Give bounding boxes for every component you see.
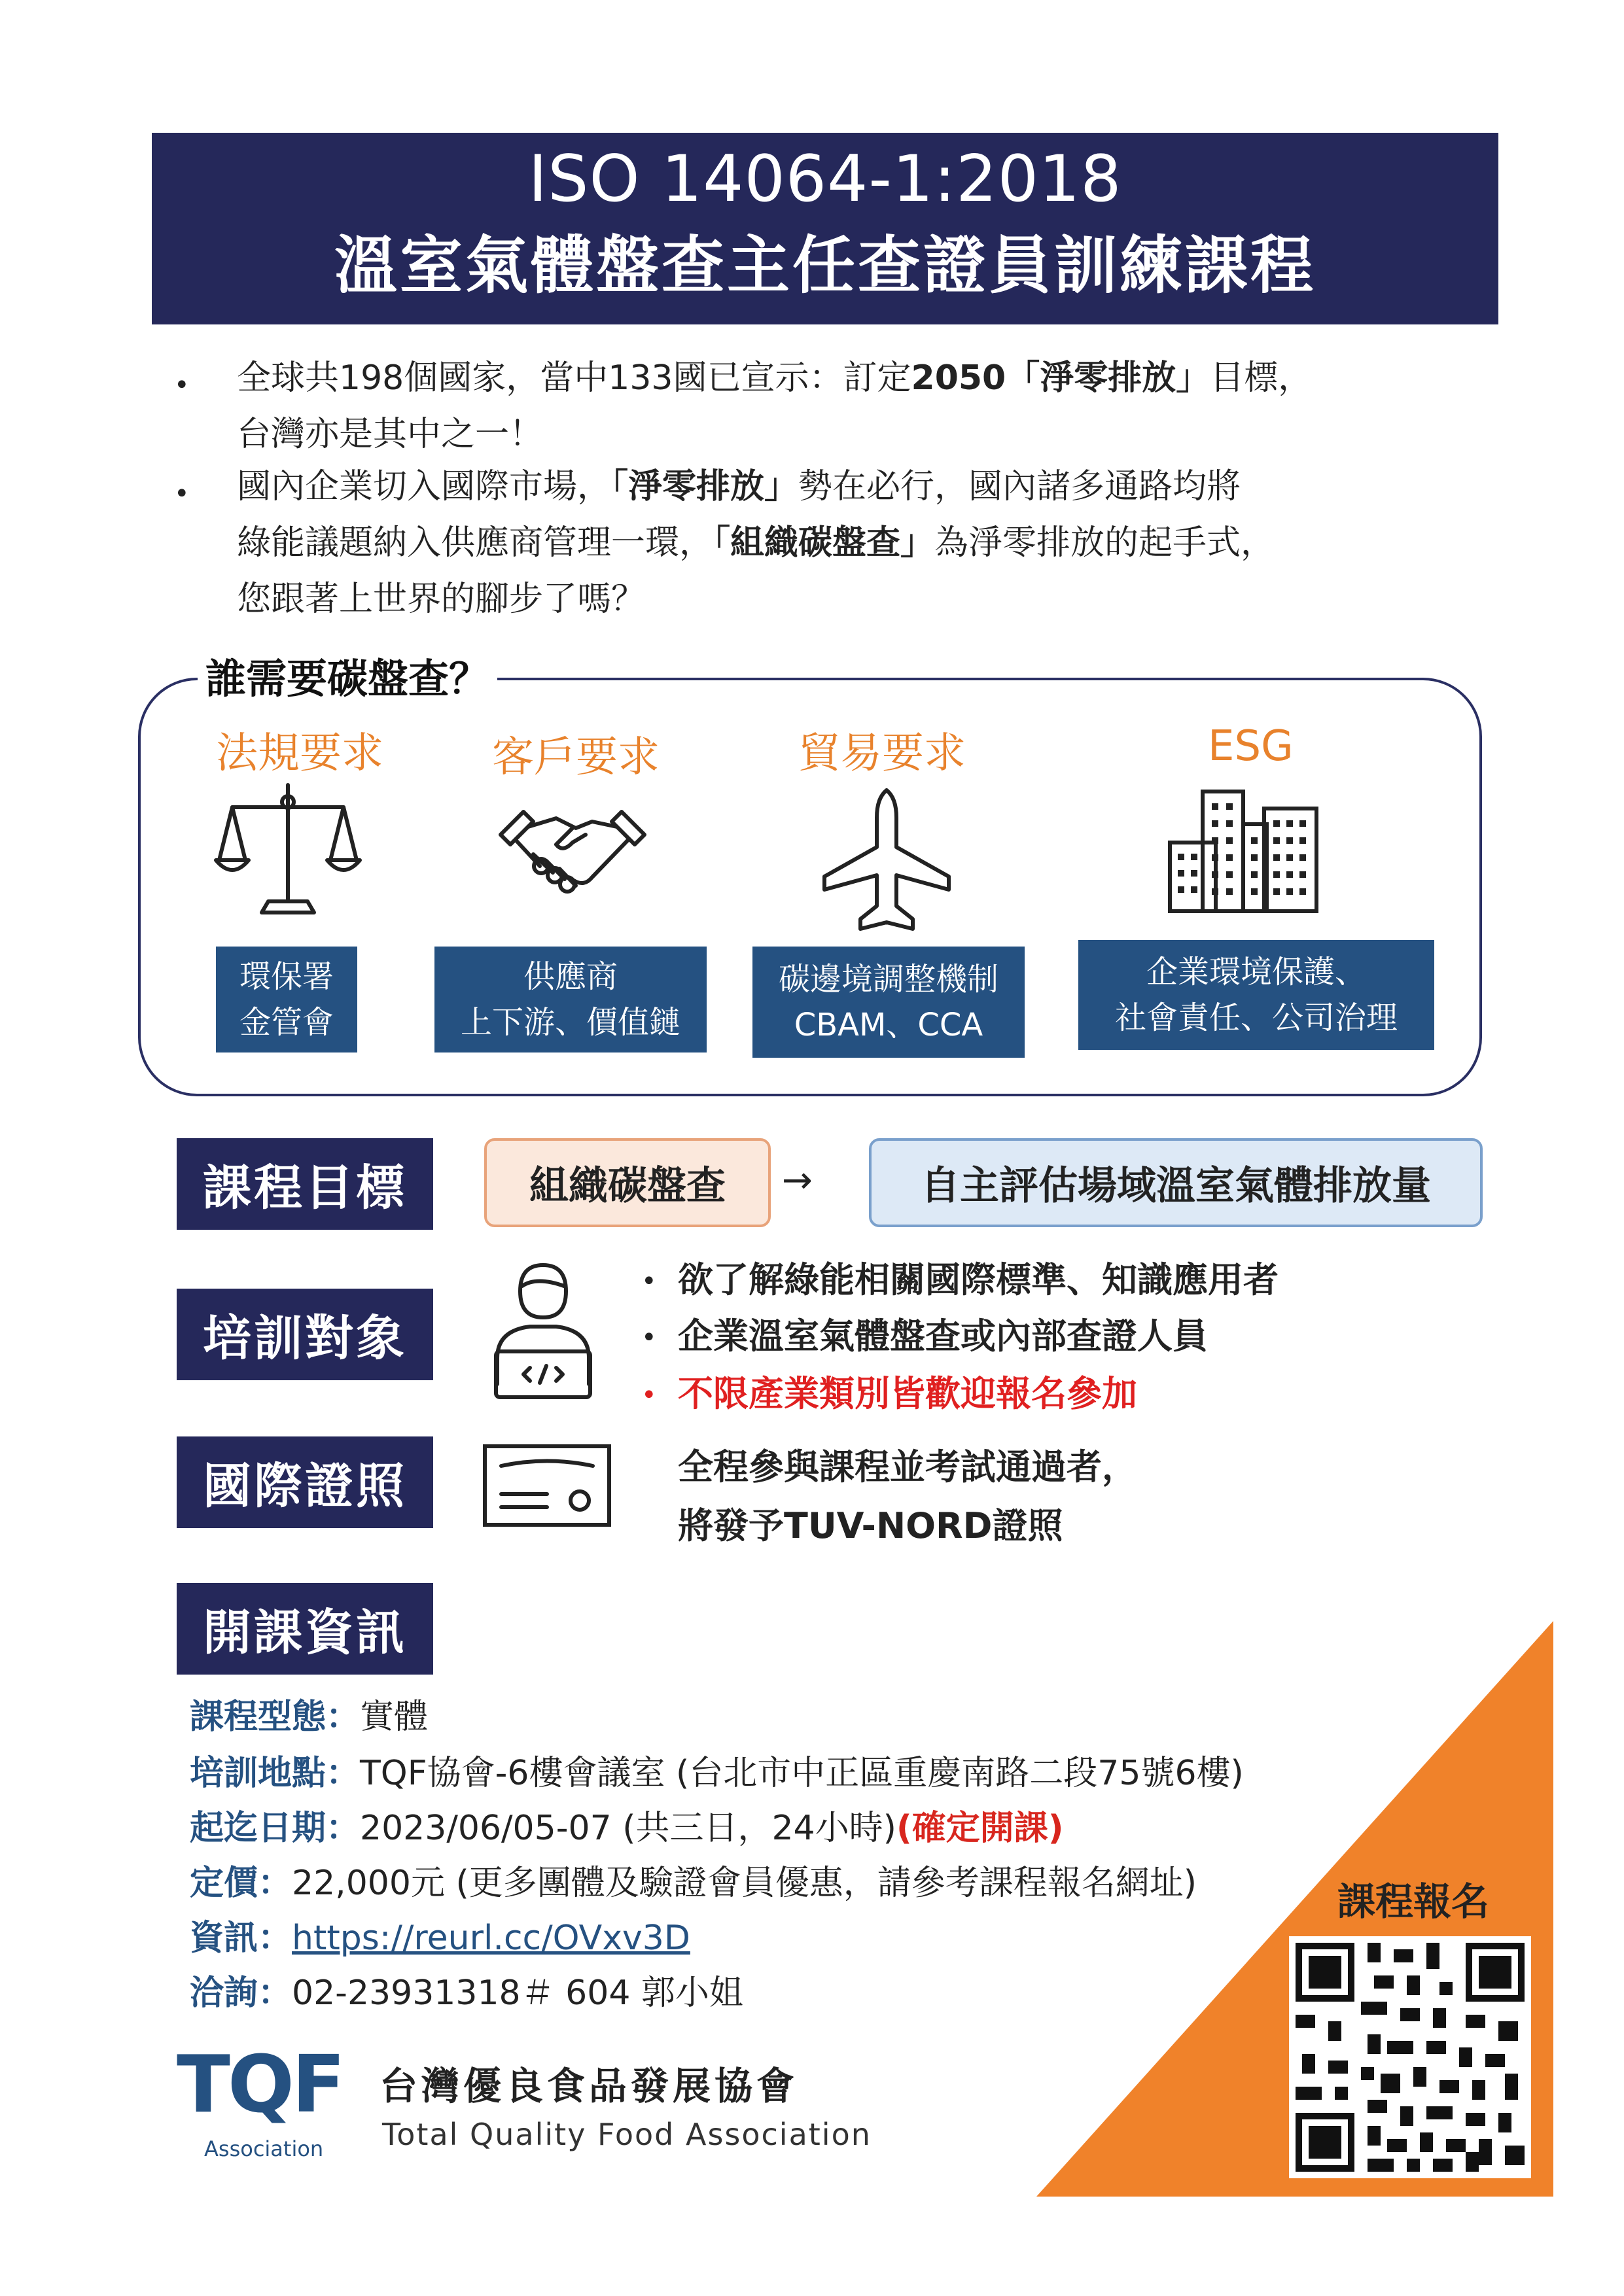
cert-line2: 將發予TUV-NORD證照 bbox=[678, 1505, 1063, 1546]
course-link[interactable]: https://reurl.cc/OVxv3D bbox=[292, 1919, 690, 1958]
cert-tag: 國際證照 bbox=[177, 1436, 433, 1528]
audience-bullet-2: • bbox=[641, 1323, 657, 1353]
req-label-esg: ESG bbox=[1208, 722, 1294, 771]
audience-item-2: 企業溫室氣體盤查或內部查證人員 bbox=[678, 1315, 1208, 1357]
buildings-icon bbox=[1165, 785, 1322, 916]
intro-bullet-1: • bbox=[174, 370, 190, 400]
req-tag-esg: 企業環境保護、 社會責任、公司治理 bbox=[1078, 940, 1434, 1050]
req-label-regulation: 法規要求 bbox=[216, 729, 383, 778]
tqf-logo-sub: Association bbox=[204, 2136, 324, 2161]
title-line2: 溫室氣體盤查主任查證員訓練課程 bbox=[334, 229, 1316, 302]
goal-tag: 課程目標 bbox=[177, 1138, 433, 1230]
info-type: 課程型態：實體 bbox=[190, 1697, 429, 1737]
goal-to-box: 自主評估場域溫室氣體排放量 bbox=[869, 1138, 1483, 1227]
audience-tag: 培訓對象 bbox=[177, 1289, 433, 1380]
org-name-zh: 台灣優良食品發展協會 bbox=[380, 2064, 799, 2108]
audience-item-3: 不限產業類別皆歡迎報名參加 bbox=[678, 1373, 1137, 1414]
audience-bullet-1: • bbox=[641, 1266, 657, 1296]
req-tag-regulation: 環保署 金管會 bbox=[216, 947, 357, 1052]
goal-arrow-icon: → bbox=[782, 1159, 813, 1202]
req-label-trade: 貿易要求 bbox=[798, 729, 966, 778]
info-price: 定價：22,000元 (更多團體及驗證會員優惠，請參考課程報名網址) bbox=[190, 1864, 1197, 1903]
info-place: 培訓地點：TQF協會-6樓會議室 (台北市中正區重慶南路二段75號6樓) bbox=[190, 1754, 1244, 1793]
org-name-en: Total Quality Food Association bbox=[382, 2117, 872, 2152]
intro-p1-line2: 台灣亦是其中之一！ bbox=[237, 415, 544, 454]
airplane-icon bbox=[818, 785, 955, 935]
goal-from-box: 組織碳盤查 bbox=[484, 1138, 771, 1227]
req-tag-trade: 碳邊境調整機制 CBAM、CCA bbox=[752, 947, 1025, 1058]
req-tag-customer: 供應商 上下游、價值鏈 bbox=[434, 947, 707, 1052]
title-banner bbox=[152, 133, 1498, 324]
intro-p2-line2: 綠能議題納入供應商管理一環，「組織碳盤查」為淨零排放的起手式， bbox=[237, 523, 1275, 563]
signup-qr-code[interactable] bbox=[1289, 1936, 1531, 2178]
req-label-customer: 客戶要求 bbox=[492, 733, 660, 782]
intro-p1-line1: 全球共198個國家，當中133國已宣示：訂定2050「淨零排放」目標， bbox=[237, 358, 1313, 398]
intro-bullet-2: • bbox=[174, 479, 190, 509]
developer-icon bbox=[484, 1253, 602, 1404]
title-line1: ISO 14064-1:2018 bbox=[528, 142, 1122, 217]
who-needs-title: 誰需要碳盤查？ bbox=[198, 646, 497, 704]
info-link-row: 資訊：https://reurl.cc/OVxv3D bbox=[190, 1919, 690, 1958]
audience-bullet-3: • bbox=[641, 1380, 657, 1410]
info-tag: 開課資訊 bbox=[177, 1583, 433, 1675]
scale-icon bbox=[213, 772, 363, 922]
intro-p2-line1: 國內企業切入國際市場，「淨零排放」勢在必行，國內諸多通路均將 bbox=[237, 467, 1241, 506]
handshake-icon bbox=[494, 795, 651, 907]
certificate-icon bbox=[482, 1443, 612, 1528]
cert-line1: 全程參與課程並考試通過者， bbox=[678, 1446, 1137, 1487]
intro-p2-line3: 您跟著上世界的腳步了嗎？ bbox=[237, 580, 646, 619]
info-date: 起迄日期：2023/06/05-07 (共三日，24小時)(確定開課) bbox=[190, 1809, 1064, 1848]
signup-label: 課程報名 bbox=[1337, 1879, 1490, 1924]
audience-item-1: 欲了解綠能相關國際標準、知識應用者 bbox=[678, 1259, 1279, 1300]
info-contact: 洽詢：02-23931318＃ 604 郭小姐 bbox=[190, 1974, 743, 2013]
tqf-logo: TQF bbox=[177, 2040, 343, 2131]
